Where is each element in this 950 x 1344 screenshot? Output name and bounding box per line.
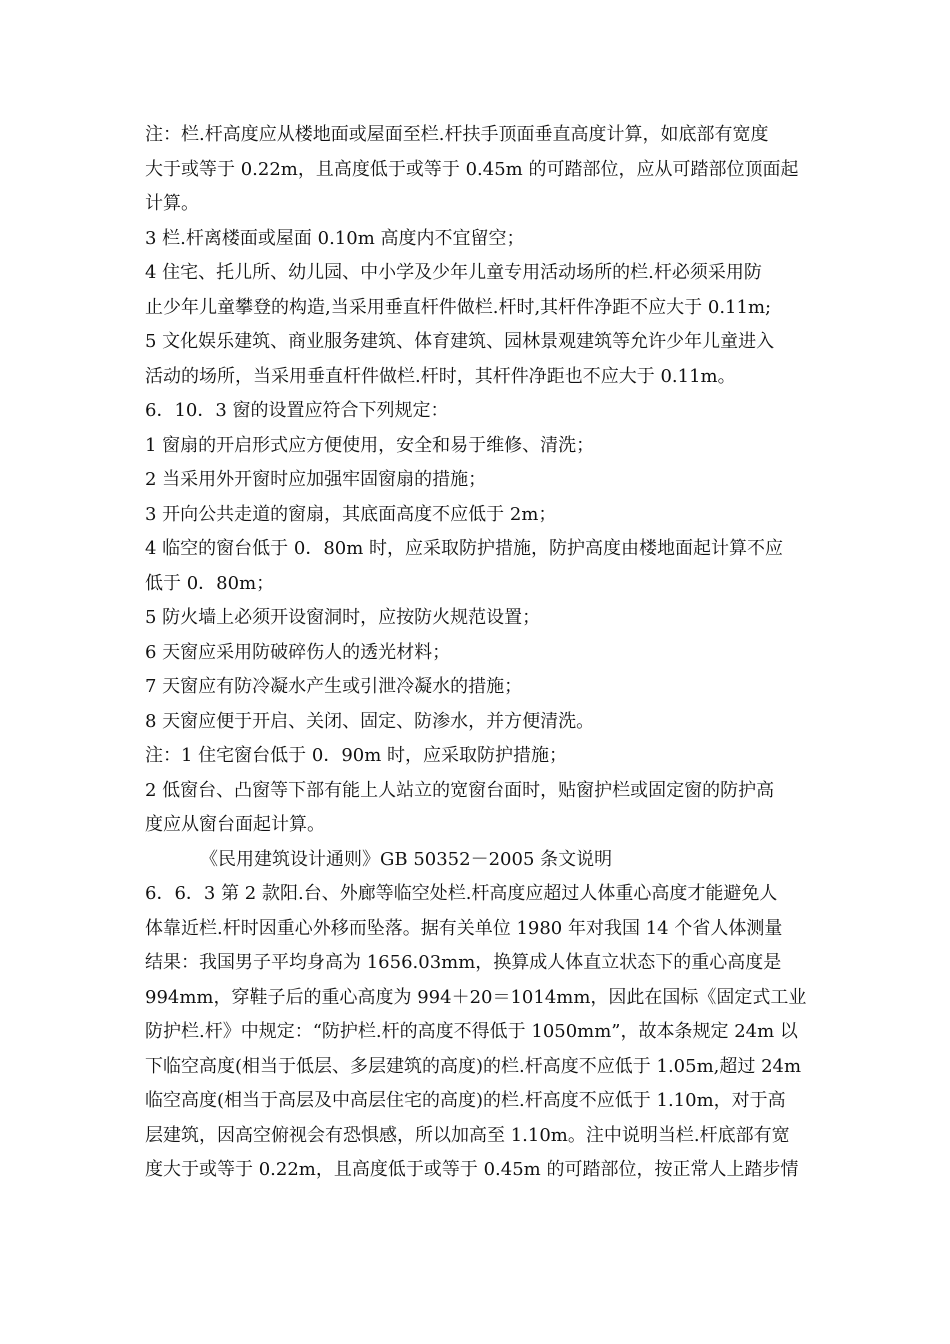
text-line: 低于 0．80m； — [145, 572, 275, 594]
text-line: 计算。 — [145, 193, 199, 214]
text-line: 体靠近栏.杆时因重心外移而坠落。据有关单位 1980 年对我国 14 个省人体测量 — [145, 917, 783, 939]
text-line: 6 天窗应采用防破碎伤人的透光材料； — [145, 641, 451, 663]
text-line: 防护栏.杆》中规定：“防护栏.杆的高度不得低于 1050mm”，故本条规定 24m 以 — [145, 1021, 798, 1042]
text-line: 度大于或等于 0.22m，且高度低于或等于 0.45m 的可踏部位，按正常人上踏步情 — [145, 1159, 799, 1180]
document-body — [145, 118, 835, 1188]
text-line: 止少年儿童攀登的构造,当采用垂直杆件做栏.杆时,其杆件净距不应大于 0.11m; — [145, 296, 772, 318]
text-line: 6．6．3 第 2 款阳.台、外廊等临空处栏.杆高度应超过人体重心高度才能避免人 — [145, 883, 778, 904]
text-line: 4 临空的窗台低于 0．80m 时，应采取防护措施，防护高度由楼地面起计算不应 — [145, 538, 784, 559]
text-line: 1 窗扇的开启形式应方便使用，安全和易于维修、清洗； — [145, 434, 595, 456]
text-line: 注：栏.杆高度应从楼地面或屋面至栏.杆扶手顶面垂直高度计算，如底部有宽度 — [145, 124, 769, 145]
section-heading: 6．10．3 窗的设置应符合下列规定： — [145, 400, 449, 421]
text-line: 7 天窗应有防冷凝水产生或引泄冷凝水的措施； — [145, 676, 523, 697]
text-line: 度应从窗台面起计算。 — [145, 814, 325, 835]
text-line: 临空高度(相当于高层及中高层住宅的高度)的栏.杆高度不应低于 1.10m，对于高 — [145, 1090, 786, 1111]
text-line: 4 住宅、托儿所、幼儿园、中小学及少年儿童专用活动场所的栏.杆必须采用防 — [145, 262, 762, 283]
text-line: 活动的场所，当采用垂直杆件做栏.杆时，其杆件净距也不应大于 0.11m。 — [145, 365, 736, 387]
text-line: 994mm，穿鞋子后的重心高度为 994＋20＝1014mm，因此在国标《固定式工业 — [145, 986, 807, 1008]
explanation-title: 《民用建筑设计通则》GB 50352－2005 条文说明 — [200, 848, 613, 870]
text-line: 2 低窗台、凸窗等下部有能上人站立的宽窗台面时，贴窗护栏或固定窗的防护高 — [145, 779, 775, 801]
text-line: 5 防火墙上必须开设窗洞时，应按防火规范设置； — [145, 607, 541, 628]
text-line: 结果：我国男子平均身高为 1656.03mm，换算成人体直立状态下的重心高度是 — [145, 952, 782, 973]
note-line: 注：1 住宅窗台低于 0．90m 时，应采取防护措施； — [145, 745, 568, 766]
text-line: 3 开向公共走道的窗扇，其底面高度不应低于 2m； — [145, 503, 557, 525]
text-line: 8 天窗应便于开启、关闭、固定、防渗水，并方便清洗。 — [145, 710, 595, 732]
text-line: 大于或等于 0.22m，且高度低于或等于 0.45m 的可踏部位，应从可踏部位顶面起 — [145, 158, 799, 180]
text-line: 2 当采用外开窗时应加强牢固窗扇的措施； — [145, 469, 487, 490]
text-line: 3 栏.杆离楼面或屋面 0.10m 高度内不宜留空； — [145, 227, 525, 249]
text-line: 5 文化娱乐建筑、商业服务建筑、体育建筑、园林景观建筑等允许少年儿童进入 — [145, 331, 775, 352]
text-line: 层建筑，因高空俯视会有恐惧感，所以加高至 1.10m。注中说明当栏.杆底部有宽 — [145, 1124, 790, 1146]
text-line: 下临空高度(相当于低层、多层建筑的高度)的栏.杆高度不应低于 1.05m,超过 24m — [145, 1055, 802, 1077]
